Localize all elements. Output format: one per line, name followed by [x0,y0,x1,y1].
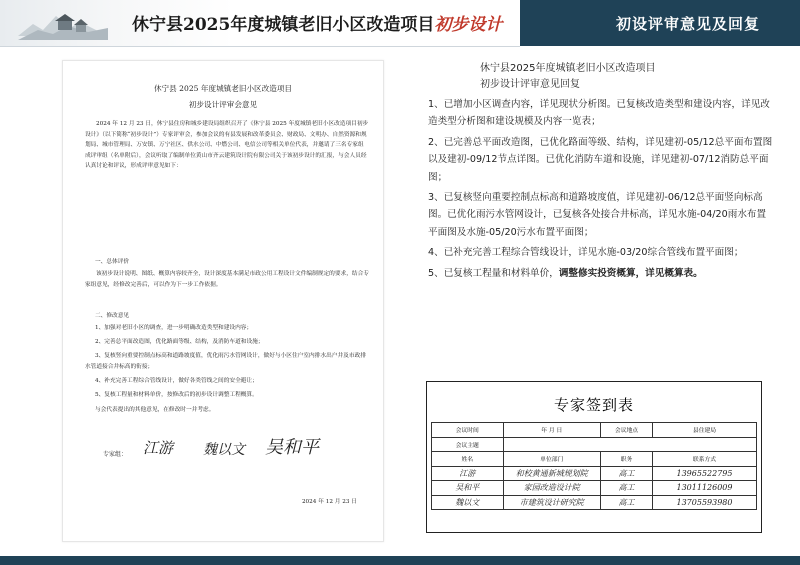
table-row [432,423,757,438]
cell-label: 会议主题 [432,437,504,452]
doc-section1-title: 一、总体评价 [95,259,130,265]
expert-signin-sheet [426,381,762,533]
column-header: 单位部门 [503,452,601,467]
table-row [432,437,757,452]
signature: 江游 [143,439,174,457]
signature: 吴和平 [265,437,319,458]
reply-item [428,265,773,282]
title-prefix: 休宁县2025年度城镇老旧小区改造项目 [132,15,435,35]
cell-unit: 和校黄通新城规划院 [503,466,601,481]
cell-name: 吴和平 [432,481,504,496]
reply-item-text: 3、已复核竖向重要控制点标高和道路坡度值，详见建初-06/12总平面竖向标高图。已优化雨污水管网设计，已复核各处接合井标高，详见水施-04/20雨水布置平面图及水施-05/20污水布置平面图； [428,192,767,238]
cell-name: 江游 [432,466,504,481]
reply-subtitle: 初步设计评审意见回复 [480,79,580,90]
table-row [432,495,757,510]
landscape-logo-icon [18,6,108,40]
expert-signatures [85,431,369,471]
reply-title: 休宁县2025年度城镇老旧小区改造项目 [480,63,656,74]
doc-section2-title: 二、修改意见 [95,313,130,319]
cell-value: 年 月 日 [503,423,601,438]
doc-item: 1、加强对老旧小区的调查，进一步明确改造类型和建设内容； [95,325,253,331]
doc-item: 5、复核工程量和材料单价，按修改后的初步设计调整工程概算。 [95,392,258,398]
slide-header [0,0,800,46]
cell-contact: 13011126009 [653,481,757,496]
reply-item [428,244,773,261]
reply-item [428,96,773,131]
cell-title: 高工 [601,466,653,481]
reply-item-text: 1、已增加小区调查内容，详见现状分析图。已复核改造类型和建设内容，详见改造类型分析图和建设规模及内容一览表； [428,99,770,128]
review-reply [428,62,773,285]
doc-intro: 2024 年 12 月 23 日，休宁县住房和城乡建设局组织召开了《休宁县 2025 年度城镇老旧小区改造项目初步设计》（以下简称“初步设计”）专家评审会，参加会议的有县发展和改革委员会、财政局、文明办、自然资源和规划局、城市管理局、万安镇、万宁社区、供水公司、中燃公司、电信公司等相关单位代表，并邀请了三名专家组成评审组（名单附后），会议听取了编制单位黄山市齐云建筑设计院有限公司关于该初步设计的汇报，与会人员经认真讨论和评议，形成评审意见如下： [85,121,369,170]
page-title [132,10,502,35]
signin-title: 专家签到表 [553,396,634,414]
reply-item [428,134,773,186]
cell-label: 会议时间 [432,423,504,438]
cell-contact: 13965522795 [653,466,757,481]
doc-date: 2024 年 12 月 23 日 [301,499,357,505]
cell-contact: 13705593980 [653,495,757,510]
cell-value [503,437,757,452]
reply-item-emphasis: 调整修实投资概算，详见概算表。 [558,267,703,279]
doc-title: 休宁县 2025 年度城镇老旧小区改造项目 [153,84,293,93]
signature: 魏以文 [203,442,245,458]
header-section-banner [520,0,800,46]
cell-value: 县住建局 [653,423,757,438]
reply-item-text: 5、已复核工程量和材料单价， [428,267,559,279]
table-row [432,481,757,496]
signin-table [431,422,757,510]
table-row [432,466,757,481]
column-header: 联系方式 [653,452,757,467]
reply-item-text: 2、已完善总平面改造图，已优化路面等级、结构，详见建初-05/12总平面布置图以及建初-09/12节点详图。已优化消防车道和设施，详见建初-07/12消防总平面图； [428,136,773,183]
cell-name: 魏以文 [432,495,504,510]
reply-item-text: 4、已补充完善工程综合管线设计，详见水施-03/20综合管线布置平面图； [428,247,744,259]
footer-bar [0,556,800,565]
cell-label: 会议地点 [601,423,653,438]
doc-subtitle: 初步设计评审会意见 [188,100,258,109]
doc-section1-body: 该初步设计说明、图纸、概算内容较齐全，设计深度基本满足市政公用工程设计文件编制规定的要求，结合专家组意见，经修改完善后，可以作为下一步工作依据。 [85,271,369,288]
header-title-area [0,0,520,47]
title-accent: 初步设计 [434,15,503,35]
cell-title: 高工 [601,481,653,496]
expert-label: 专家组： [103,451,128,458]
doc-closing: 与会代表提出的其他意见，在修改时一并考虑。 [95,407,215,413]
cell-unit: 家园改造设计院 [503,481,601,496]
cell-title: 高工 [601,495,653,510]
section-title: 初设评审意见及回复 [615,15,760,33]
table-header-row [432,452,757,467]
reply-item [428,189,773,241]
doc-item: 2、完善总平面改造图，优化路面等级、结构，及消防车道和设施； [95,339,264,345]
column-header: 姓名 [432,452,504,467]
review-opinion-document [62,60,384,542]
column-header: 职务 [601,452,653,467]
doc-item: 3、复核竖向重要控制点标高和道路坡度值，优化雨污水管网设计，做好与小区住户室内排水出户井及市政排水管道接合井标高的衔接； [85,353,366,370]
cell-unit: 市建筑设计研究院 [503,495,601,510]
doc-item: 4、补充完善工程综合管线设计，做好各类管线之间的安全避让； [95,378,258,384]
